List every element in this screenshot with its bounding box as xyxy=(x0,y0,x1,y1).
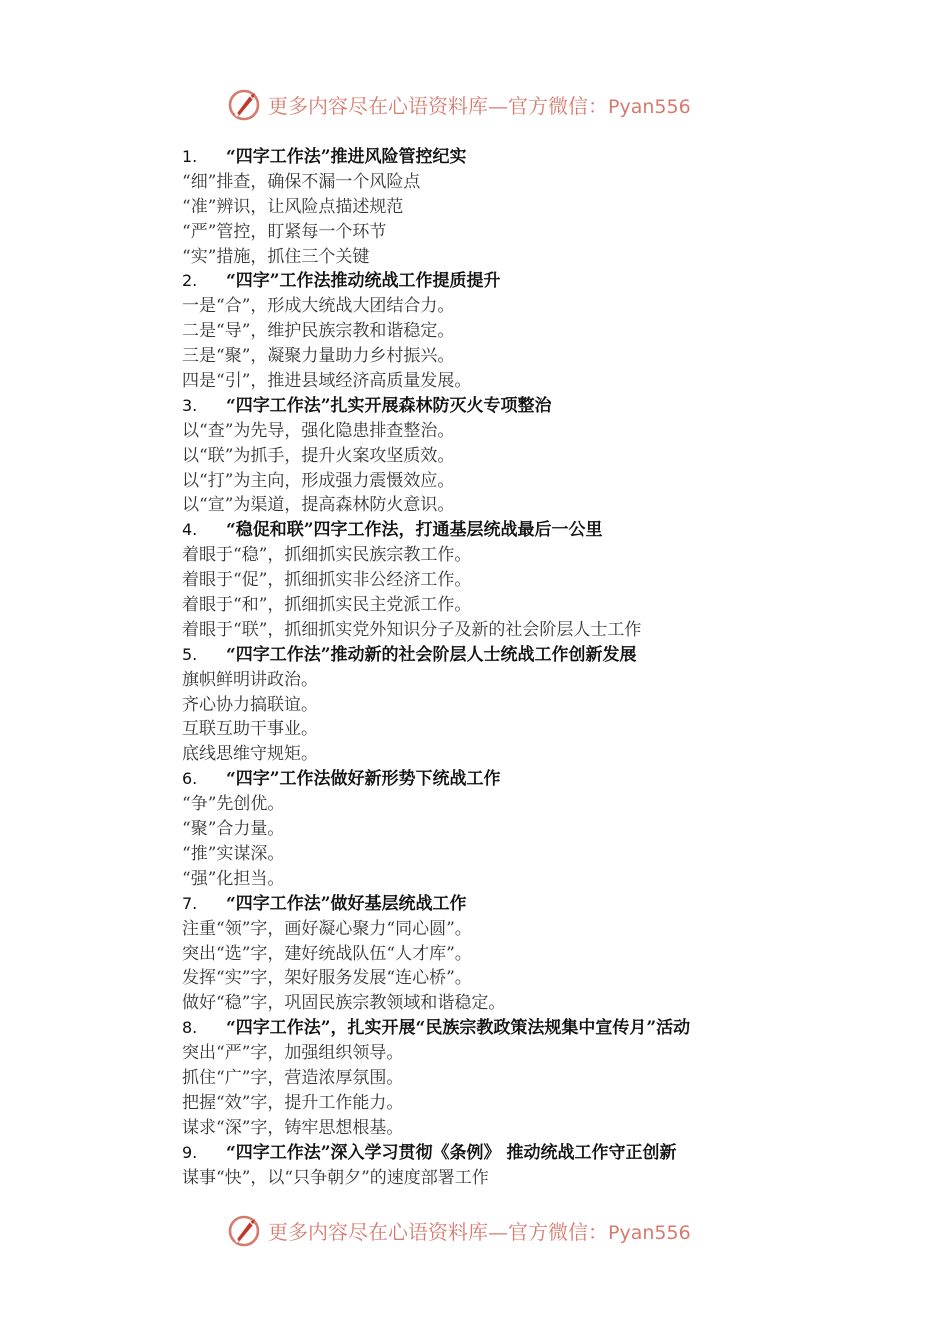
section-item: 旗帜鲜明讲政治。 xyxy=(182,669,318,690)
section-heading xyxy=(182,518,922,543)
section-item: 抓住“广”字，营造浓厚氛围。 xyxy=(182,1067,404,1088)
section-title: “四字工作法”，扎实开展“民族宗教政策法规集中宣传月”活动 xyxy=(226,1018,691,1039)
section-item: 着眼于“稳”，抓细抓实民族宗教工作。 xyxy=(182,545,472,566)
section-heading xyxy=(182,892,922,917)
section-item: 一是“合”，形成大统战大团结合力。 xyxy=(182,296,455,317)
section-heading xyxy=(182,394,922,419)
section-item: 齐心协力搞联谊。 xyxy=(182,694,318,715)
section-title: “四字工作法”做好基层统战工作 xyxy=(226,893,467,914)
section-heading xyxy=(182,269,922,294)
section-item: 以“宣”为渠道，提高森林防火意识。 xyxy=(182,495,455,516)
section-number: 6. xyxy=(182,769,198,789)
section-number: 5. xyxy=(182,644,198,664)
section-number: 1. xyxy=(182,147,198,166)
section-item: “实”措施，抓住三个关键 xyxy=(182,246,370,267)
section-item: 发挥“实”字，架好服务发展“连心桥”。 xyxy=(182,968,472,989)
section-item: 突出“选”字，建好统战队伍“人才库”。 xyxy=(182,943,472,964)
section-item: “聚”合力量。 xyxy=(182,819,285,840)
section-item: “细”排查，确保不漏一个风险点 xyxy=(182,171,421,192)
section-title: “四字”工作法推动统战工作提质提升 xyxy=(226,271,501,292)
header-watermark-banner xyxy=(226,84,746,124)
section-item: 以“联”为抓手，提升火案攻坚质效。 xyxy=(182,445,455,466)
section-item: 突出“严”字，加强组织领导。 xyxy=(182,1043,404,1064)
footer-watermark-banner xyxy=(226,1210,746,1250)
pen-logo-icon xyxy=(226,1212,262,1248)
section-number: 9. xyxy=(182,1142,198,1162)
section-title: “四字工作法”推动新的社会阶层人士统战工作创新发展 xyxy=(226,644,637,665)
section-number: 7. xyxy=(182,893,198,913)
section-title: “稳促和联”四字工作法，打通基层统战最后一公里 xyxy=(226,520,603,541)
section-item: 着眼于“和”，抓细抓实民主党派工作。 xyxy=(182,595,472,616)
section-title: “四字工作法”推进风险管控纪实 xyxy=(226,147,467,167)
section-item: 以“查”为先导，强化隐患排查整治。 xyxy=(182,420,455,441)
section-number: 3. xyxy=(182,395,198,415)
section-item: “严”管控，盯紧每一个环节 xyxy=(182,221,387,242)
section-item: “准”辨识，让风险点描述规范 xyxy=(182,196,404,217)
section-item: 底线思维守规矩。 xyxy=(182,744,318,765)
section-item: 谋事“快”，以“只争朝夕”的速度部署工作 xyxy=(182,1167,489,1188)
section-item: 二是“导”，维护民族宗教和谐稳定。 xyxy=(182,321,455,342)
section-item: 四是“引”，推进县域经济高质量发展。 xyxy=(182,371,472,392)
section-item: 互联互助干事业。 xyxy=(182,719,318,740)
section-item: 着眼于“联”，抓细抓实党外知识分子及新的社会阶层人士工作 xyxy=(182,619,642,640)
section-item: “推”实谋深。 xyxy=(182,843,285,864)
section-heading xyxy=(182,1141,922,1166)
section-item: 三是“聚”，凝聚力量助力乡村振兴。 xyxy=(182,346,455,367)
watermark-text: 更多内容尽在心语资料库—官方微信：Pyan556 xyxy=(268,1219,691,1244)
section-heading xyxy=(182,145,922,170)
section-item: 做好“稳”字，巩固民族宗教领域和谐稳定。 xyxy=(182,993,506,1014)
section-title: “四字工作法”深入学习贯彻《条例》 推动统战工作守正创新 xyxy=(226,1142,677,1163)
section-item: 注重“领”字，画好凝心聚力“同心圆”。 xyxy=(182,918,472,939)
section-title: “四字工作法”扎实开展森林防灭火专项整治 xyxy=(226,395,552,416)
section-item: “强”化担当。 xyxy=(182,868,285,889)
pen-logo-icon xyxy=(226,86,262,122)
section-item: 把握“效”字，提升工作能力。 xyxy=(182,1092,404,1113)
section-number: 4. xyxy=(182,520,198,540)
section-item: 谋求“深”字，铸牢思想根基。 xyxy=(182,1117,404,1138)
section-item: “争”先创优。 xyxy=(182,794,285,815)
watermark-text: 更多内容尽在心语资料库—官方微信：Pyan556 xyxy=(268,93,691,118)
section-heading xyxy=(182,1016,922,1041)
section-item: 着眼于“促”，抓细抓实非公经济工作。 xyxy=(182,570,472,591)
section-heading xyxy=(182,643,922,668)
section-item: 以“打”为主向，形成强力震慑效应。 xyxy=(182,470,455,491)
section-heading xyxy=(182,767,922,792)
section-title: “四字”工作法做好新形势下统战工作 xyxy=(226,769,501,790)
section-number: 2. xyxy=(182,271,198,291)
document-body xyxy=(182,145,922,1190)
section-number: 8. xyxy=(182,1018,198,1038)
